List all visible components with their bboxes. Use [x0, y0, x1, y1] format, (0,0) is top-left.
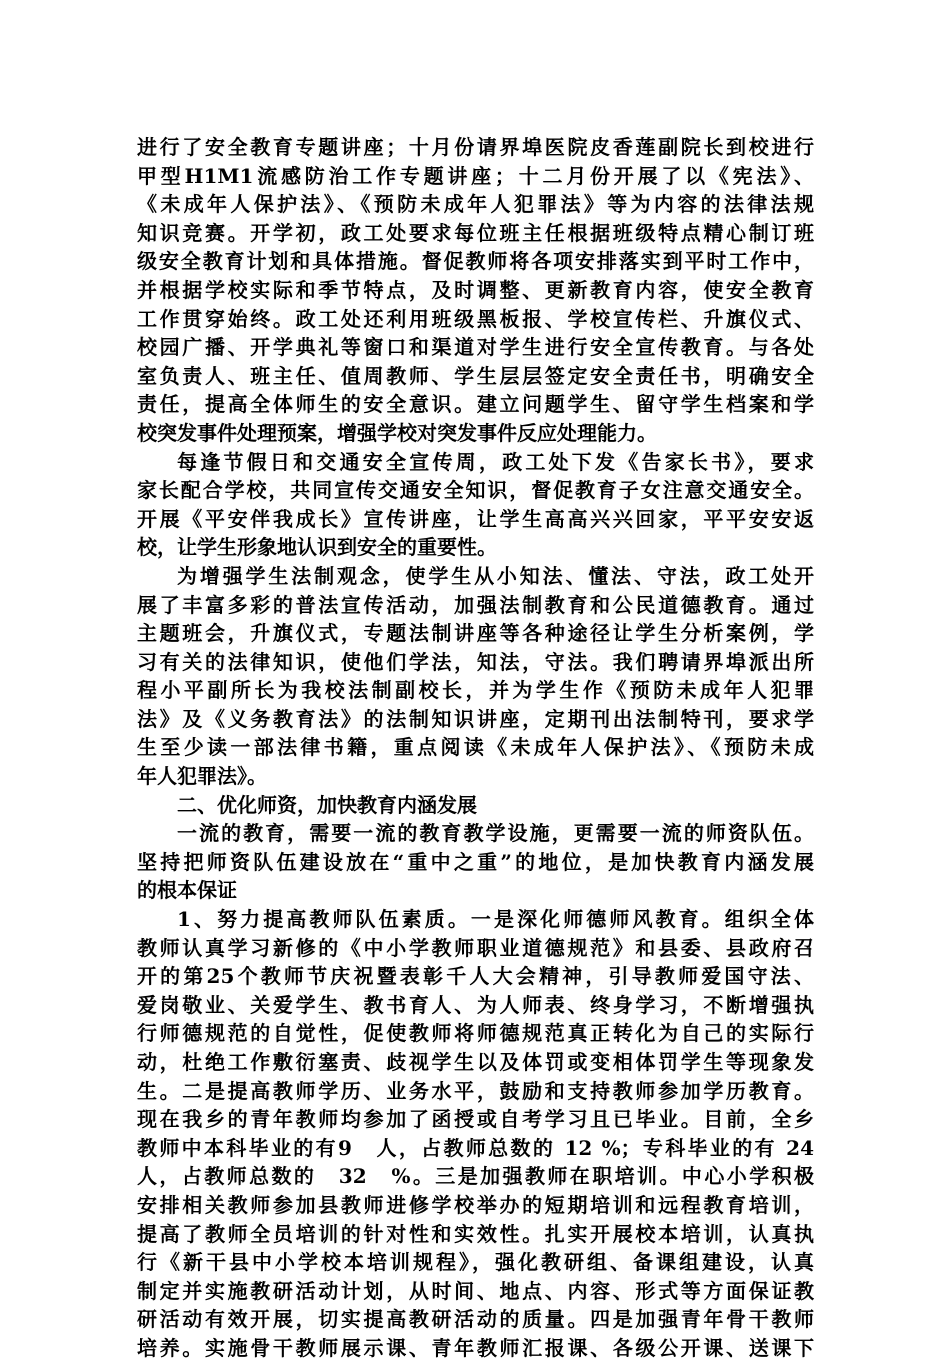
- text-line: 甲型H1M1流感防治工作专题讲座；十二月份开展了以《宪法》、: [137, 163, 814, 188]
- text-line: 程小平副所长为我校法制副校长，并为学生作《预防未成年人犯罪: [137, 678, 814, 703]
- text-line: 并根据学校实际和季节特点，及时调整、更新教育内容，使安全教育: [137, 277, 814, 302]
- text-line: 进行了安全教育专题讲座；十月份请界埠医院皮香莲副院长到校进行: [137, 135, 814, 159]
- text-line: 行师德规范的自觉性，促使教师将师德规范真正转化为自己的实际行: [137, 1021, 814, 1046]
- text-line: 开展《平安伴我成长》宣传讲座，让学生高高兴兴回家，平平安安返: [137, 506, 814, 531]
- text-line: 现在我乡的青年教师均参加了函授或自考学习且已毕业。目前，全乡: [137, 1107, 814, 1132]
- text-line: 坚持把师资队伍建设放在“重中之重”的地位，是加快教育内涵发展: [137, 849, 814, 874]
- text-line: 校，让学生形象地认识到安全的重要性。: [137, 535, 497, 560]
- text-line: 1、努力提高教师队伍素质。一是深化师德师风教育。组织全体: [177, 907, 814, 932]
- text-line: 教师认真学习新修的《中小学教师职业道德规范》和县委、县政府召: [137, 935, 814, 960]
- text-line: 一流的教育，需要一流的教育教学设施，更需要一流的师资队伍。: [177, 821, 814, 846]
- text-line: 动，杜绝工作敷衍塞责、歧视学生以及体罚或变相体罚学生等现象发: [137, 1050, 814, 1074]
- text-line: 习有关的法律知识，使他们学法，知法，守法。我们聘请界埠派出所: [137, 649, 814, 674]
- text-line: 人，占教师总数的 32 %。三是加强教师在职培训。中心小学积极: [137, 1164, 814, 1189]
- text-line: 级安全教育计划和具体措施。督促教师将各项安排落实到平时工作中，: [137, 249, 814, 274]
- text-line: 二、优化师资，加快教育内涵发展: [177, 792, 477, 817]
- text-line: 的根本保证: [137, 878, 237, 903]
- text-line: 校突发事件处理预案，增强学校对突发事件反应处理能力。: [137, 420, 657, 445]
- text-line: 生至少读一部法律书籍，重点阅读《未成年人保护法》、《预防未成: [137, 735, 814, 760]
- text-line: 校园广播、开学典礼等窗口和渠道对学生进行安全宣传教育。与各处: [137, 335, 814, 360]
- text-line: 制定并实施教研活动计划，从时间、地点、内容、形式等方面保证教: [137, 1278, 814, 1303]
- text-line: 责任，提高全体师生的安全意识。建立问题学生、留守学生档案和学: [137, 392, 814, 417]
- document-page: [137, 133, 814, 1360]
- text-line: 研活动有效开展，切实提高教研活动的质量。四是加强青年骨干教师: [137, 1307, 814, 1332]
- text-line: 每逢节假日和交通安全宣传周，政工处下发《告家长书》，要求: [177, 449, 814, 474]
- text-line: 爱岗敬业、关爱学生、教书育人、为人师表、终身学习，不断增强执: [137, 992, 814, 1017]
- text-line: 主题班会，升旗仪式，专题法制讲座等各种途径让学生分析案例，学: [137, 621, 814, 646]
- text-line: 室负责人、班主任、值周教师、学生层层签定安全责任书，明确安全: [137, 363, 814, 388]
- text-line: 为增强学生法制观念，使学生从小知法、懂法、守法，政工处开: [177, 563, 814, 588]
- text-line: 生。二是提高教师学历、业务水平，鼓励和支持教师参加学历教育。: [137, 1078, 814, 1103]
- text-line: 年人犯罪法》。: [137, 764, 267, 789]
- text-line: 家长配合学校，共同宣传交通安全知识，督促教育子女注意交通安全。: [137, 478, 814, 503]
- text-line: 开的第25个教师节庆祝暨表彰千人大会精神，引导教师爱国守法、: [137, 964, 814, 989]
- text-line: 展了丰富多彩的普法宣传活动，加强法制教育和公民道德教育。通过: [137, 592, 814, 617]
- text-line: 《未成年人保护法》、《预防未成年人犯罪法》等为内容的法律法规: [137, 192, 814, 217]
- text-line: 安排相关教师参加县教师进修学校举办的短期培训和远程教育培训，: [137, 1192, 814, 1217]
- text-line: 教师中本科毕业的有9 人，占教师总数的 12 %；专科毕业的有 24: [137, 1135, 814, 1160]
- text-line: 法》及《义务教育法》的法制知识讲座，定期刊出法制特刊，要求学: [137, 706, 814, 731]
- text-line: 知识竞赛。开学初，政工处要求每位班主任根据班级特点精心制订班: [137, 220, 814, 245]
- text-line: 行《新干县中小学校本培训规程》，强化教研组、备课组建设，认真: [137, 1250, 814, 1275]
- text-line: 工作贯穿始终。政工处还利用班级黑板报、学校宣传栏、升旗仪式、: [137, 306, 814, 331]
- text-line: 培养。实施骨干教师展示课、青年教师汇报课、各级公开课、送课下: [137, 1335, 814, 1360]
- text-line: 提高了教师全员培训的针对性和实效性。扎实开展校本培训，认真执: [137, 1221, 814, 1246]
